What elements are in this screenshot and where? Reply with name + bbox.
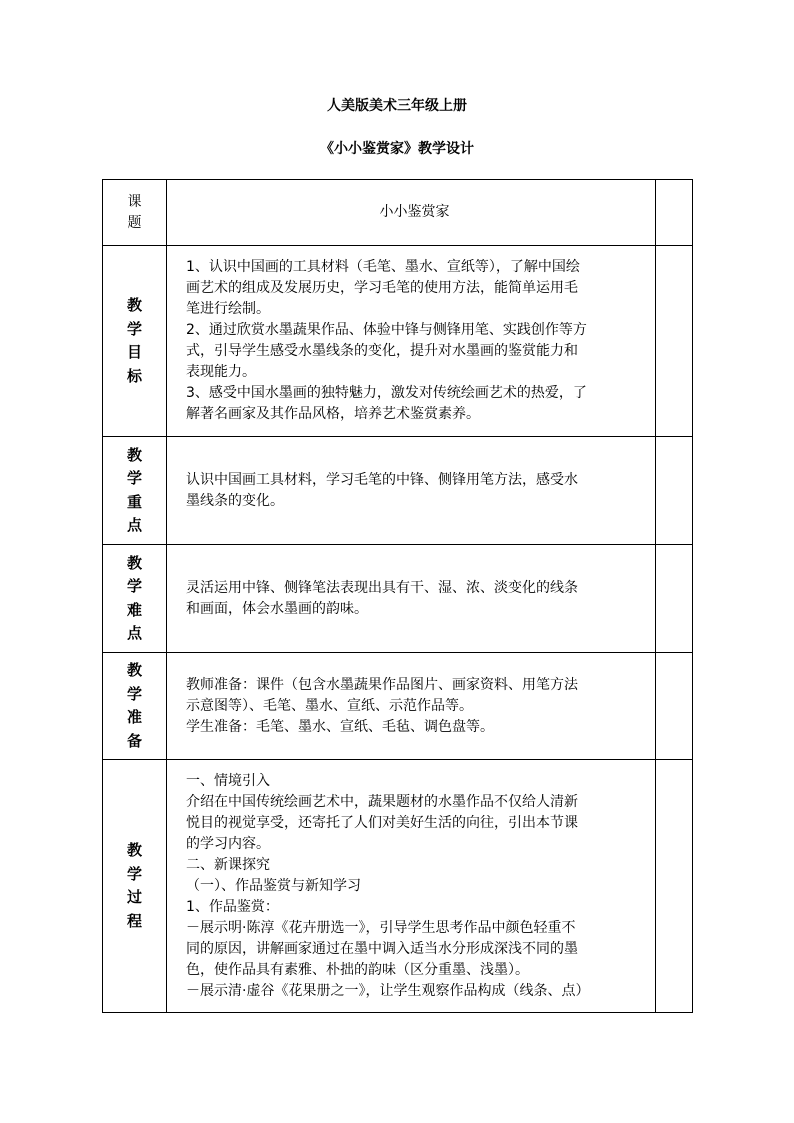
topic-label: 课 题 [103,180,167,246]
lesson-plan-table [102,179,693,1013]
difficulties-row [103,545,693,653]
preparation-label: 教 学 准 备 [103,653,167,760]
topic-content: 小小鉴赏家 [167,180,656,246]
key-points-label: 教 学 重 点 [103,437,167,545]
key-points-row [103,437,693,545]
difficulties-extra-cell [656,545,693,653]
difficulties-label: 教 学 难 点 [103,545,167,653]
goals-label: 教 学 目 标 [103,246,167,437]
goals-content: 1、认识中国画的工具材料（毛笔、墨水、宣纸等），了解中国绘 画艺术的组成及发展历史，学习毛笔的使用方法，能简单运用毛 笔进行绘制。 2、通过欣赏水墨蔬果作品、体验中锋与侧锋用笔、实践创作等方 式，引导学生感受水墨线条的变化，提升对水墨画的鉴赏能力和 表现能力。 3、感受中国水墨画的独特魅力，激发对传统绘画艺术的热爱，了 解著名画家及其作品风格，培养艺术鉴赏素养。 [167,246,656,437]
difficulties-content: 灵活运用中锋、侧锋笔法表现出具有干、湿、浓、淡变化的线条 和画面，体会水墨画的韵味。 [167,545,656,653]
process-extra-cell [656,760,693,1013]
process-row [103,760,693,1013]
goals-extra-cell [656,246,693,437]
topic-extra-cell [656,180,693,246]
process-label: 教 学 过 程 [103,760,167,1013]
topic-row [103,180,693,246]
key-points-content: 认识中国画工具材料，学习毛笔的中锋、侧锋用笔方法，感受水 墨线条的变化。 [167,437,656,545]
preparation-extra-cell [656,653,693,760]
key-points-extra-cell [656,437,693,545]
document-title: 人美版美术三年级上册 [327,98,467,114]
goals-row [103,246,693,437]
process-content: 一、情境引入 介绍在中国传统绘画艺术中，蔬果题材的水墨作品不仅给人清新 悦目的视觉享受，还寄托了人们对美好生活的向往，引出本节课 的学习内容。 二、新课探究 （一）、作品鉴赏与新知学习 1、作品鉴赏： －展示明·陈淳《花卉册选一》，引导学生思考作品中颜色轻重不 同的原因，讲解画家通过在墨中调入适当水分形成深浅不同的墨 色，使作品具有素雅、朴拙的韵味（区分重墨、浅墨）。 －展示清·虚谷《花果册之一》，让学生观察作品构成（线条、点） [167,760,656,1013]
preparation-row [103,653,693,760]
document-subtitle: 《小小鉴赏家》教学设计 [320,141,474,157]
preparation-content: 教师准备：课件（包含水墨蔬果作品图片、画家资料、用笔方法 示意图等）、毛笔、墨水、宣纸、示范作品等。 学生准备：毛笔、墨水、宣纸、毛毡、调色盘等。 [167,653,656,760]
